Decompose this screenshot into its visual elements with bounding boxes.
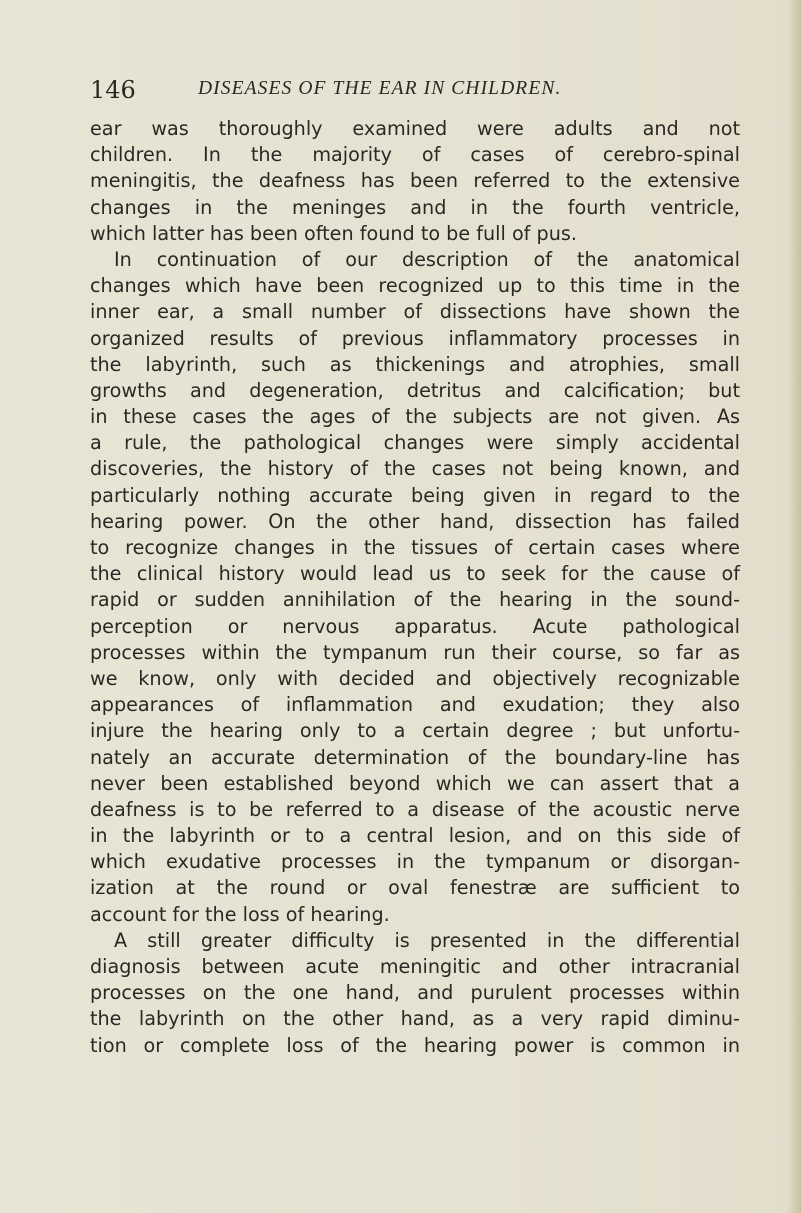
running-head: DISEASES OF THE EAR IN CHILDREN. [198, 78, 562, 99]
text-line: hearing power. On the other hand, dissection has failed [90, 509, 740, 533]
text-line: discoveries, the history of the cases not being known, and [90, 457, 740, 481]
text-line: the clinical history would lead us to seek for the cause of [90, 562, 740, 586]
text-line: in these cases the ages of the subjects are not given. As [90, 405, 740, 429]
text-line: inner ear, a small number of dissections have shown the [90, 300, 740, 324]
text-line: changes in the meninges and in the fourth ventricle, [90, 195, 740, 219]
text-line: growths and degeneration, detritus and calcification; but [90, 378, 740, 402]
text-line: processes within the tympanum run their course, so far as [90, 640, 740, 664]
text-line: changes which have been recognized up to this time in the [90, 274, 740, 298]
text-line: injure the hearing only to a certain degree ; but unfortu- [90, 719, 740, 743]
text-line: meningitis, the deafness has been referred to the extensive [90, 169, 740, 193]
text-line: which latter has been often found to be full of pus. [90, 221, 577, 245]
text-line: children. In the majority of cases of cerebro-spinal [90, 143, 740, 167]
text-line: ization at the round or oval fenestræ are sufficient to [90, 876, 740, 900]
page-header [90, 74, 740, 108]
text-line: a rule, the pathological changes were simply accidental [90, 431, 740, 455]
text-line: perception or nervous apparatus. Acute pathological [90, 614, 740, 638]
text-line: to recognize changes in the tissues of certain cases where [90, 536, 740, 559]
text-line: diagnosis between acute meningitic and other intracranial [90, 955, 740, 978]
text-line: ear was thoroughly examined were adults and not [90, 117, 740, 140]
text-line: A still greater difficulty is presented in the differential [114, 928, 740, 952]
text-line: processes on the one hand, and purulent processes within [90, 981, 740, 1005]
text-line: account for the loss of hearing. [90, 902, 390, 926]
text-line: never been established beyond which we can assert that a [90, 771, 740, 795]
text-line: particularly nothing accurate being given in regard to the [90, 483, 740, 507]
text-line: In continuation of our description of the anatomical [114, 247, 740, 271]
text-line: which exudative processes in the tympanum or disorgan- [90, 850, 740, 874]
text-line: the labyrinth, such as thickenings and atrophies, small [90, 352, 740, 376]
text-line: appearances of inflammation and exudation; they also [90, 693, 740, 717]
page-edge-shadow [787, 0, 801, 1213]
text-line: deafness is to be referred to a disease of the acoustic nerve [90, 797, 740, 821]
text-line: the labyrinth on the other hand, as a very rapid diminu- [90, 1007, 740, 1031]
page-number: 146 [90, 76, 136, 104]
text-line: organized results of previous inflammatory processes in [90, 326, 740, 350]
text-line: rapid or sudden annihilation of the hearing in the sound- [90, 588, 740, 612]
text-line: in the labyrinth or to a central lesion, and on this side of [90, 824, 740, 848]
text-line: we know, only with decided and objectively recognizable [90, 666, 740, 690]
text-line: tion or complete loss of the hearing power is common in [90, 1033, 740, 1057]
text-line: nately an accurate determination of the boundary-line has [90, 745, 740, 769]
body-text [90, 116, 740, 1059]
